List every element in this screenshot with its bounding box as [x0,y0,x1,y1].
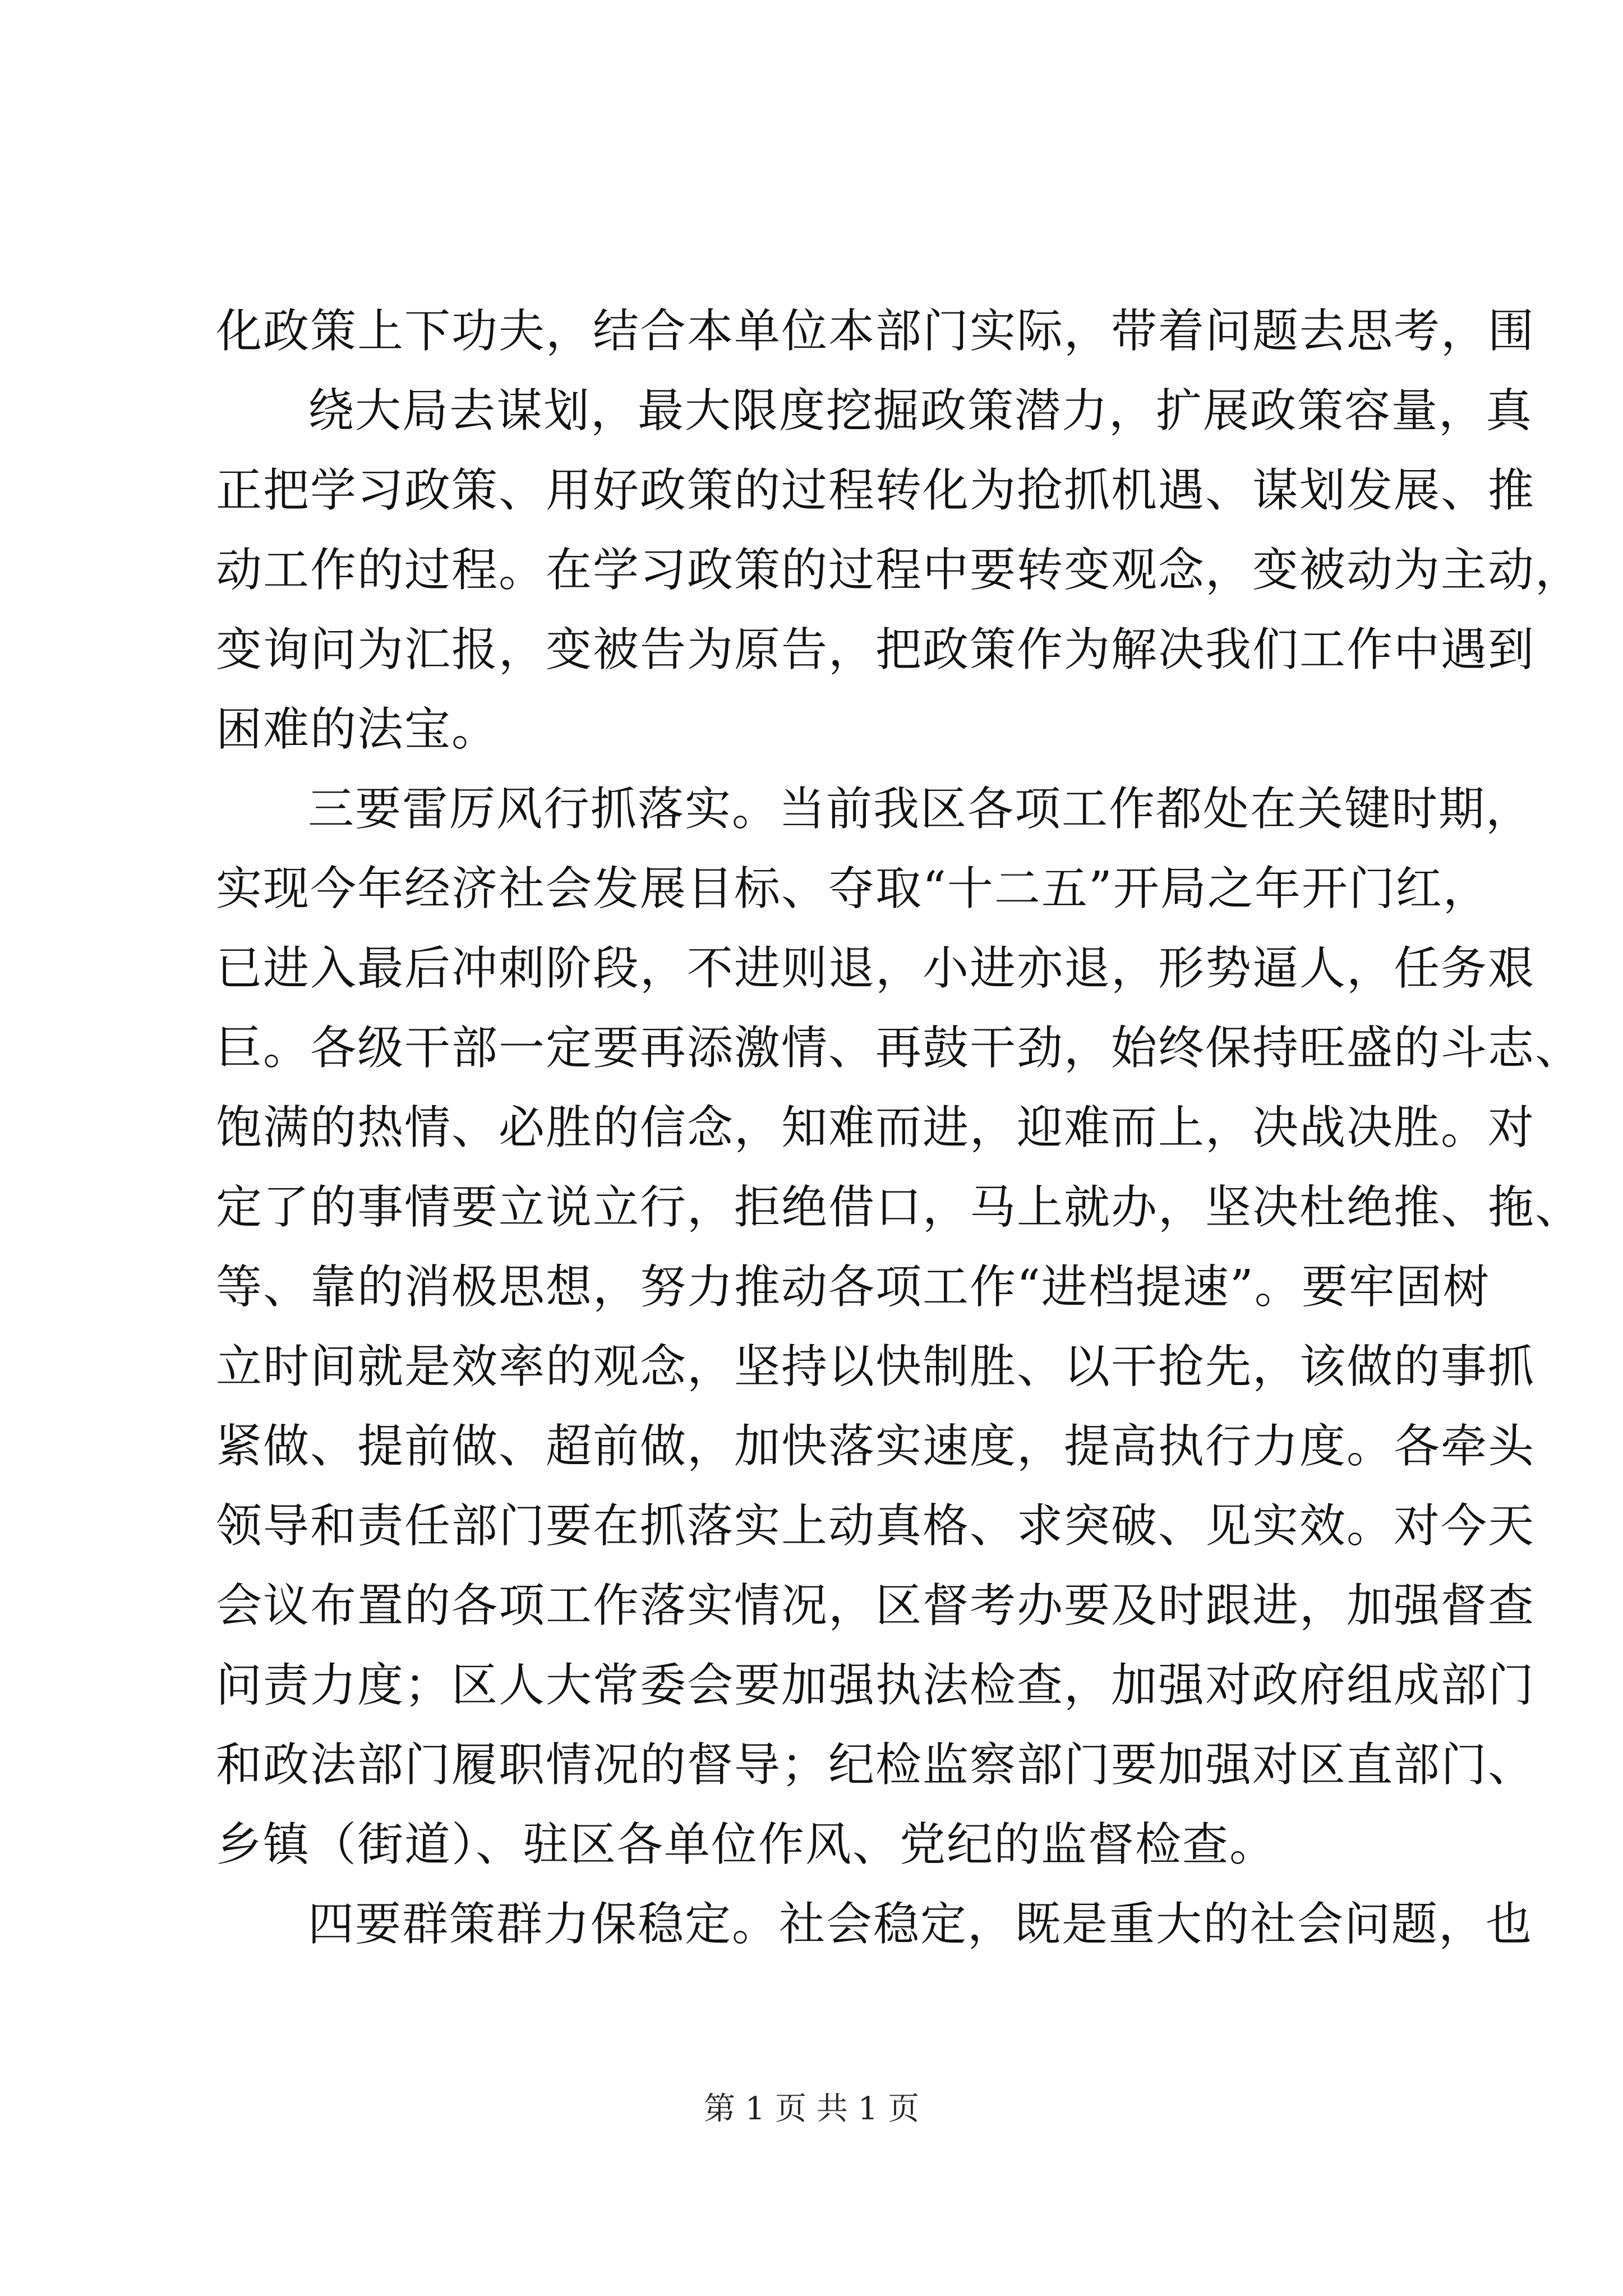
text-line: 领导和责任部门要在抓落实上动真格、求突破、见实效。对今天 [216,1499,1536,1553]
paragraph-start-line: 三要雷厉风行抓落实。当前我区各项工作都处在关键时期， [308,783,1533,836]
document-body [216,292,1583,1964]
text-line: 动工作的过程。在学习政策的过程中要转变观念，变被动为主动， [216,544,1583,597]
text-line: 绕大局去谋划，最大限度挖掘政策潜力，扩展政策容量，真 [308,384,1533,438]
text-line: 会议布置的各项工作落实情况，区督考办要及时跟进，加强督查 [216,1579,1536,1632]
text-line: 饱满的热情、必胜的信念，知难而进，迎难而上，决战决胜。对 [216,1101,1536,1154]
text-line: 问责力度；区人大常委会要加强执法检查，加强对政府组成部门 [216,1659,1536,1712]
text-line: 立时间就是效率的观念，坚持以快制胜、以干抢先，该做的事抓 [216,1340,1536,1393]
text-line: 等、靠的消极思想，努力推动各项工作“进档提速”。要牢固树 [216,1260,1490,1314]
text-line: 巨。各级干部一定要再添激情、再鼓干劲，始终保持旺盛的斗志、 [216,1022,1583,1075]
text-line: 化政策上下功夫，结合本单位本部门实际，带着问题去思考，围 [216,305,1536,358]
text-line: 已进入最后冲刺阶段，不进则退，小进亦退，形势逼人，任务艰 [216,942,1536,995]
text-line: 乡镇（街道）、驻区各单位作风、党纪的监督检查。 [216,1818,1277,1871]
text-line: 变询问为汇报，变被告为原告，把政策作为解决我们工作中遇到 [216,623,1536,677]
text-line: 和政法部门履职情况的督导；纪检监察部门要加强对区直部门、 [216,1738,1536,1792]
text-line: 实现今年经济社会发展目标、夺取“十二五”开局之年开门红， [216,862,1490,915]
text-line: 正把学习政策、用好政策的过程转化为抢抓机遇、谋划发展、推 [216,464,1536,517]
text-line: 定了的事情要立说立行，拒绝借口，马上就办，坚决杜绝推、拖、 [216,1181,1583,1234]
paragraph-start-line: 四要群策群力保稳定。社会稳定，既是重大的社会问题，也 [308,1898,1533,1951]
text-line: 困难的法宝。 [216,703,499,756]
text-line: 紧做、提前做、超前做，加快落实速度，提高执行力度。各牵头 [216,1420,1536,1473]
page-footer: 第 1 页 共 1 页 [703,2091,920,2127]
